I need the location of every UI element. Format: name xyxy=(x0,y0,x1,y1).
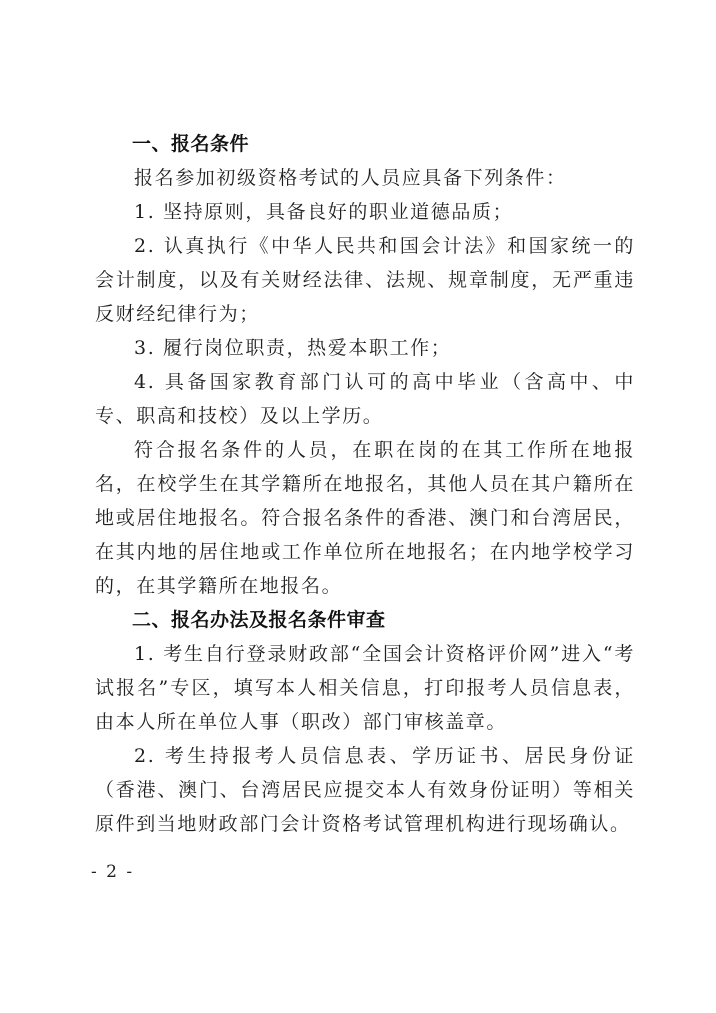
section-heading-registration-conditions: 一、报名条件 xyxy=(132,133,250,155)
page-number: - 2 - xyxy=(91,862,135,882)
method-item-1: 1. 考生自行登录财政部“全国会计资格评价网”进入“考试报名”专区，填写本人相关信息，打印报考人员信息表，由本人所在单位人事（职改）部门审核盖章。 xyxy=(95,643,635,733)
condition-item-3: 3. 履行岗位职责，热爱本职工作； xyxy=(134,337,452,359)
registration-location-note: 符合报名条件的人员，在职在岗的在其工作所在地报名，在校学生在其学籍所在地报名，其他人员在其户籍所在地或居住地报名。符合报名条件的香港、澳门和台湾居民，在其内地的居住地或工作单位所在地报名；在内地学校学习的，在其学籍所在地报名。 xyxy=(95,439,635,597)
condition-item-4: 4. 具备国家教育部门认可的高中毕业（含高中、中专、职高和技校）及以上学历。 xyxy=(95,371,635,427)
condition-item-2: 2. 认真执行《中华人民共和国会计法》和国家统一的会计制度，以及有关财经法律、法规、规章制度，无严重违反财经纪律行为； xyxy=(95,235,635,325)
section-heading-registration-method: 二、报名办法及报名条件审查 xyxy=(132,609,386,631)
condition-item-1: 1. 坚持原则，具备良好的职业道德品质； xyxy=(134,201,514,223)
document-body xyxy=(95,127,635,841)
section1-intro: 报名参加初级资格考试的人员应具备下列条件： xyxy=(134,167,567,189)
method-item-2: 2. 考生持报考人员信息表、学历证书、居民身份证（香港、澳门、台湾居民应提交本人有效身份证明）等相关原件到当地财政部门会计资格考试管理机构进行现场确认。 xyxy=(95,745,635,835)
